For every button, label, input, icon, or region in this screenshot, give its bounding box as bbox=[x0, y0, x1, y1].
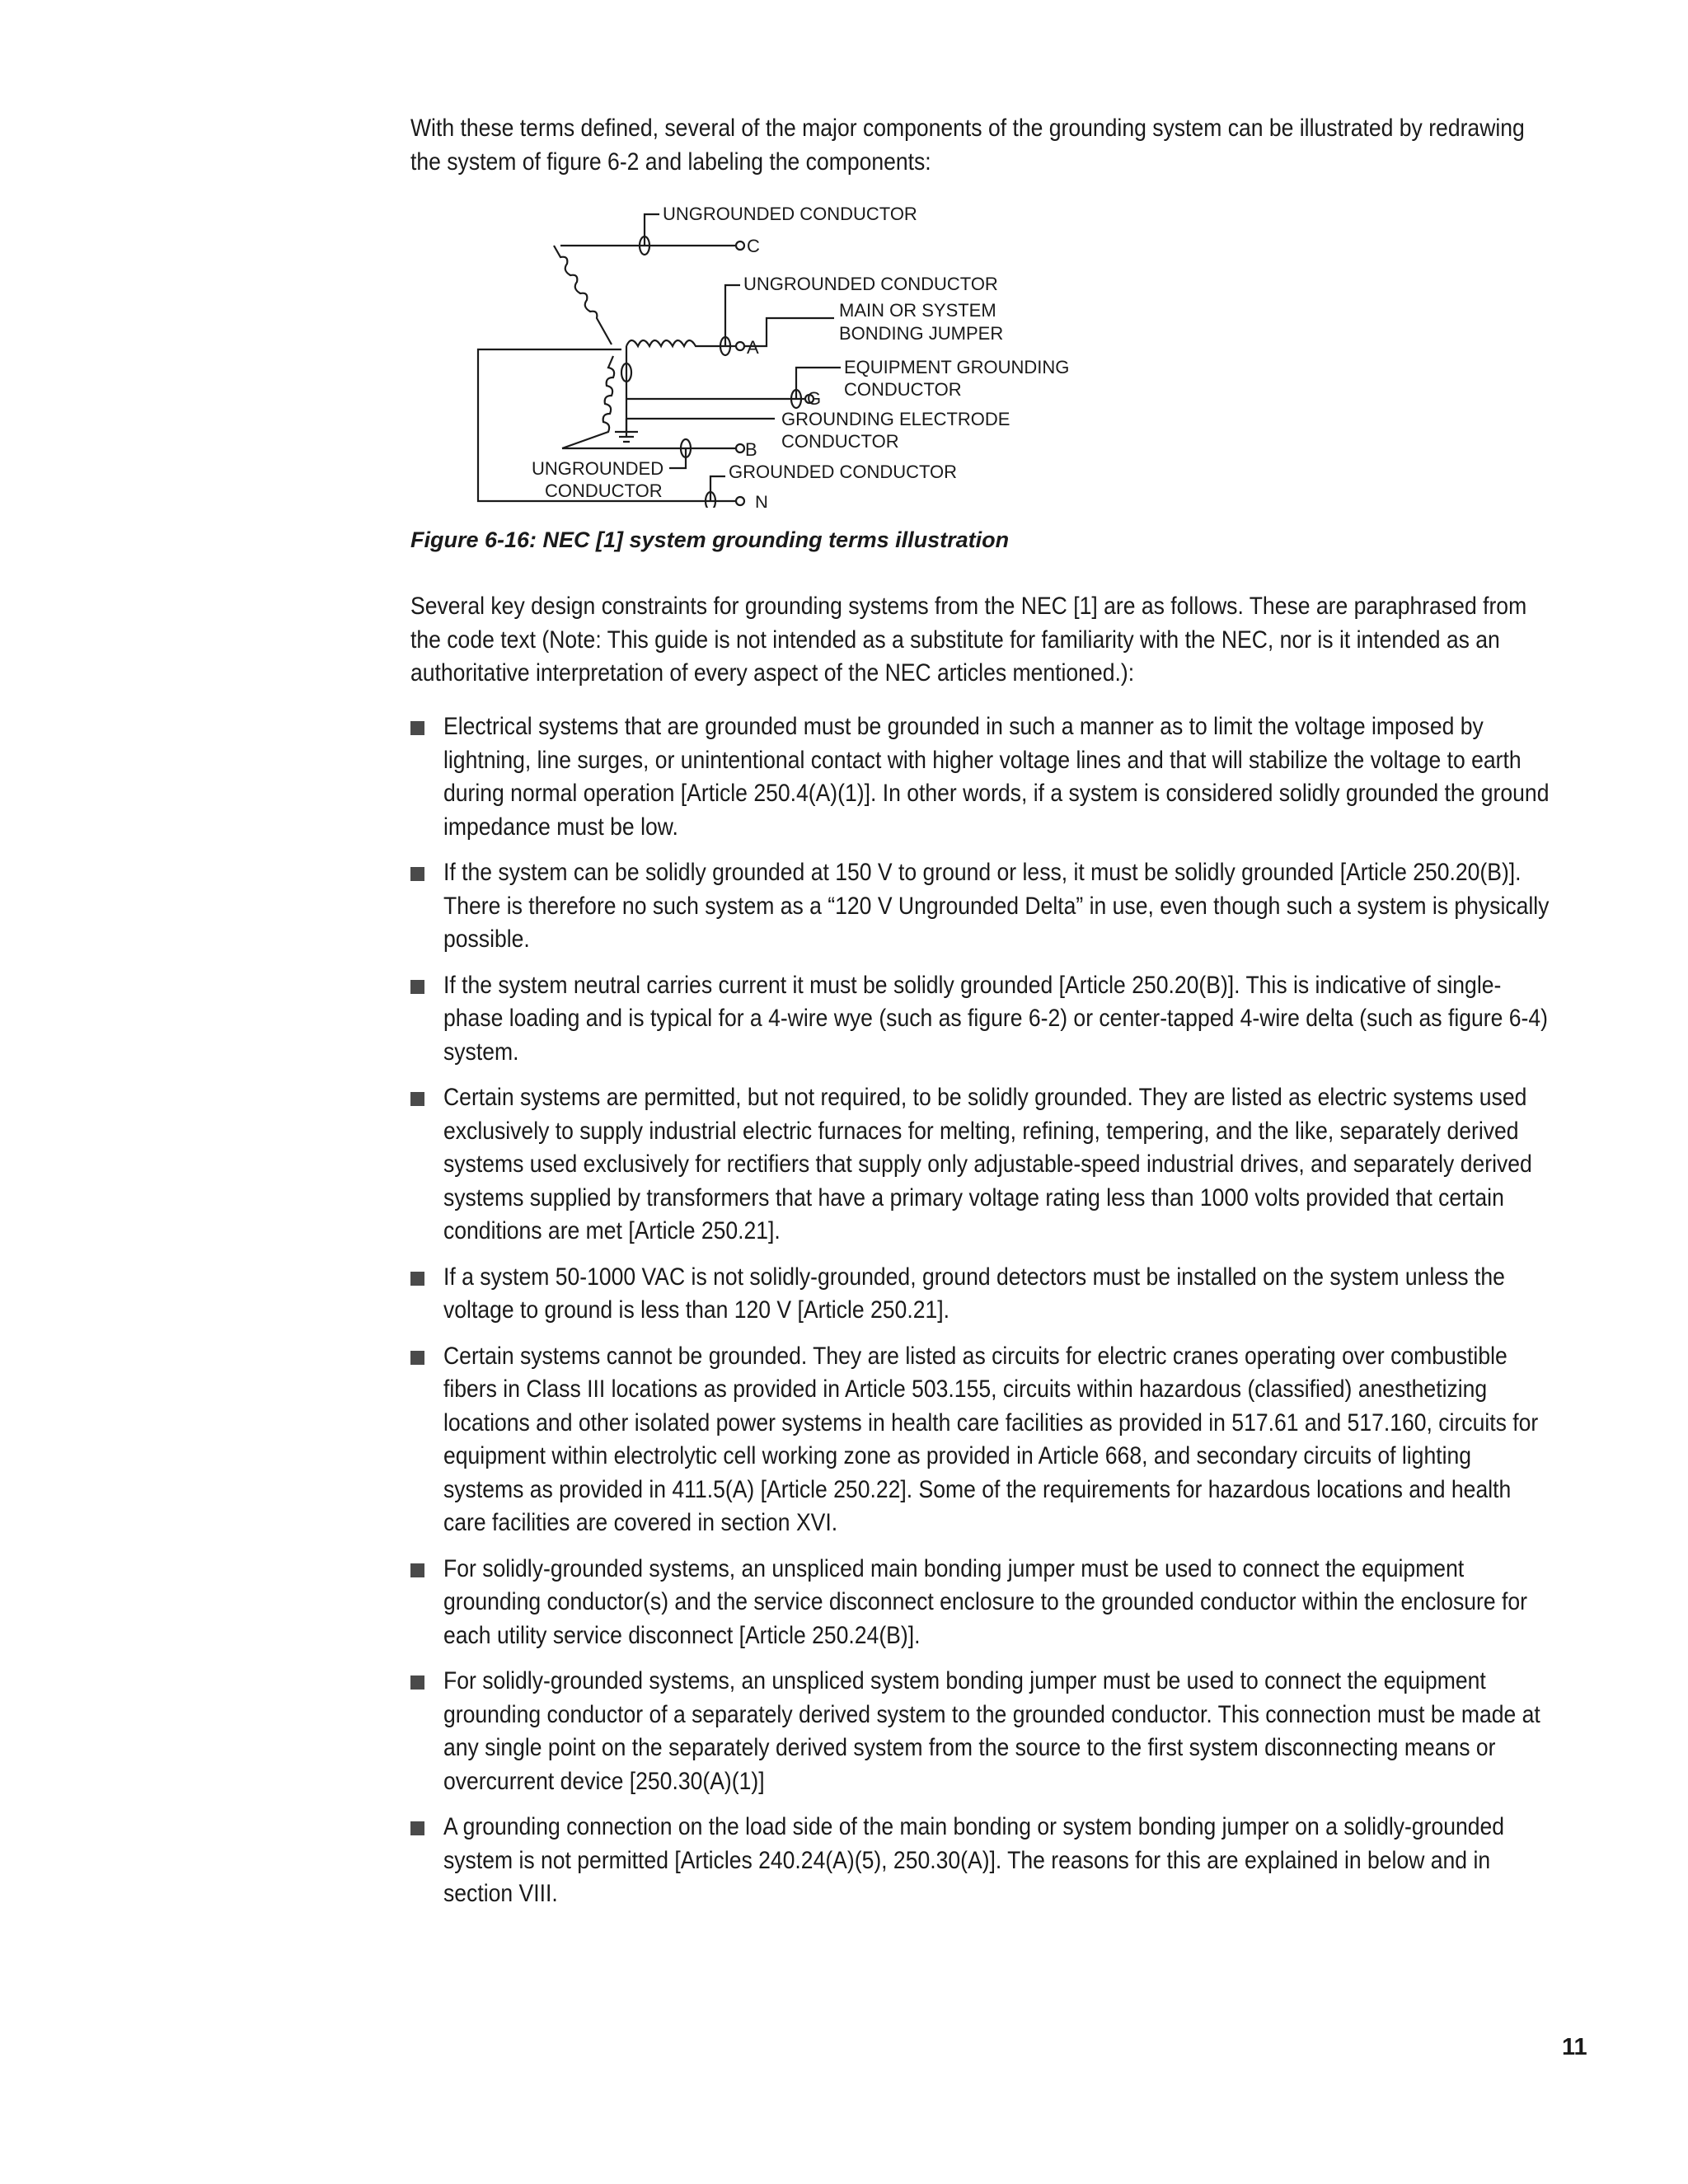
bullet-square-icon bbox=[410, 1272, 424, 1286]
bullet-square-icon bbox=[410, 867, 424, 881]
list-item: A grounding connection on the load side of the main bonding or system bonding jumper on a solidly-grounded system is not permitted [Articles 240.24(A)(5), 250.30(A)]. The reasons for this are explained in below and in section VIII. bbox=[410, 1811, 1556, 1911]
list-item: If the system can be solidly grounded at 150 V to ground or less, it must be solidly grounded [Article 250.20(B)]. There is therefore no such system as a “120 V Ungrounded Delta” in use, even though such a system is physically possible. bbox=[410, 856, 1556, 957]
winding-c bbox=[554, 246, 612, 344]
label-terminal-g: G bbox=[807, 388, 822, 409]
label-terminal-b: B bbox=[745, 439, 757, 460]
list-item: If a system 50-1000 VAC is not solidly-grounded, ground detectors must be installed on the system unless the voltage to ground is less than 120 V [Article 250.21]. bbox=[410, 1261, 1556, 1328]
label-grounded-conductor: GROUNDED CONDUCTOR bbox=[729, 462, 958, 482]
intro-paragraph: With these terms defined, several of the major components of the grounding system can be illustrated by redrawing the system of figure 6-2 and labeling the components: bbox=[410, 115, 1525, 176]
label-egc-1: EQUIPMENT GROUNDING bbox=[844, 357, 1070, 377]
label-ungrounded-conductor-c: UNGROUNDED CONDUCTOR bbox=[663, 204, 917, 224]
terminal-b-circle bbox=[736, 444, 744, 452]
intro-paragraph-block bbox=[410, 112, 1556, 179]
bullet-square-icon bbox=[410, 1821, 424, 1835]
page-number: 11 bbox=[1562, 2034, 1587, 2060]
bullet-square-icon bbox=[410, 980, 424, 994]
bullet-square-icon bbox=[410, 1675, 424, 1690]
list-item: Certain systems are permitted, but not required, to be solidly grounded. They are listed as electric systems used exclusively to supply industrial electric furnaces for melting, refining, tempering, and the like, separately derived systems used exclusively for rectifiers that supply only adjustable-speed industrial drives, and separately derived systems supplied by transformers that have a primary voltage rating less than 1000 volts provided that certain conditions are met [Article 250.21]. bbox=[410, 1081, 1556, 1249]
terminal-a-circle bbox=[736, 342, 744, 350]
list-item: Electrical systems that are grounded must be grounded in such a manner as to limit the voltage imposed by lightning, line surges, or unintentional contact with higher voltage lines and that will stabilize the voltage to earth during normal operation [Article 250.4(A)(1)]. In other words, if a system is considered solidly grounded the ground impedance must be low. bbox=[410, 710, 1556, 844]
label-gec-2: CONDUCTOR bbox=[781, 431, 899, 452]
label-egc-2: CONDUCTOR bbox=[844, 379, 962, 400]
design-constraints-list bbox=[410, 710, 1556, 1924]
leader-c bbox=[645, 214, 659, 246]
leader-n bbox=[710, 476, 725, 501]
lead-paragraph: Several key design constraints for grounding systems from the NEC [1] are as follows. These are paraphrased from the code text (Note: This guide is not intended as a substitute for familiarity with the NEC, nor is it intended as an authoritative interpretation of every aspect of the NEC articles mentioned.): bbox=[410, 593, 1527, 687]
bullet-square-icon bbox=[410, 1092, 424, 1106]
grounding-system-diagram bbox=[462, 194, 1104, 508]
label-terminal-a: A bbox=[747, 337, 759, 358]
terminal-n-circle bbox=[736, 497, 744, 505]
lead-paragraph-block bbox=[410, 590, 1556, 691]
list-item: Certain systems cannot be grounded. They are listed as circuits for electric cranes operating over combustible fibers in Class III locations as provided in Article 503.155, circuits within hazardous (classified) anesthetizing locations and other isolated power systems in health care facilities as provided in 517.61 and 517.160, circuits for equipment within electrolytic cell working zone as provided in Article 668, and secondary circuits of lighting systems as provided in 411.5(A) [Article 250.22]. Some of the requirements for hazardous locations and health care facilities are covered in section XVI. bbox=[410, 1340, 1556, 1540]
label-bonding-jumper-1: MAIN OR SYSTEM bbox=[839, 300, 996, 321]
terminal-c-circle bbox=[736, 241, 744, 250]
bullet-square-icon bbox=[410, 1563, 424, 1577]
label-terminal-n: N bbox=[755, 492, 768, 508]
label-ungrounded-b-1: UNGROUNDED bbox=[532, 458, 664, 479]
leader-b bbox=[669, 448, 686, 468]
list-item: For solidly-grounded systems, an unspliced system bonding jumper must be used to connect the equipment grounding conductor of a separately derived system to the grounded conductor. This connection must be made at any single point on the separately derived system from the source to the first system disconnecting means or overcurrent device [250.30(A)(1)] bbox=[410, 1665, 1556, 1798]
winding-a bbox=[626, 340, 719, 346]
list-item: For solidly-grounded systems, an unspliced main bonding jumper must be used to connect the equipment grounding conductor(s) and the service disconnect enclosure to the grounded conductor within the enclosure for each utility service disconnect [Article 250.24(B)]. bbox=[410, 1553, 1556, 1653]
label-bonding-jumper-2: BONDING JUMPER bbox=[839, 323, 1004, 344]
figure-caption: Figure 6-16: NEC [1] system grounding terms illustration bbox=[410, 527, 1010, 552]
bullet-square-icon bbox=[410, 1351, 424, 1365]
list-item: If the system neutral carries current it must be solidly grounded [Article 250.20(B)]. This is indicative of single-phase loading and is typical for a 4-wire wye (such as figure 6-2) or center-tapped 4-wire delta (such as figure 6-4) system. bbox=[410, 969, 1556, 1070]
label-ungrounded-b-2: CONDUCTOR bbox=[545, 480, 663, 501]
winding-b bbox=[562, 356, 614, 448]
label-gec-1: GROUNDING ELECTRODE bbox=[781, 409, 1010, 429]
bullet-square-icon bbox=[410, 721, 424, 735]
label-terminal-c: C bbox=[747, 236, 760, 256]
label-ungrounded-conductor-a: UNGROUNDED CONDUCTOR bbox=[743, 274, 998, 294]
ground-symbol bbox=[615, 419, 638, 442]
